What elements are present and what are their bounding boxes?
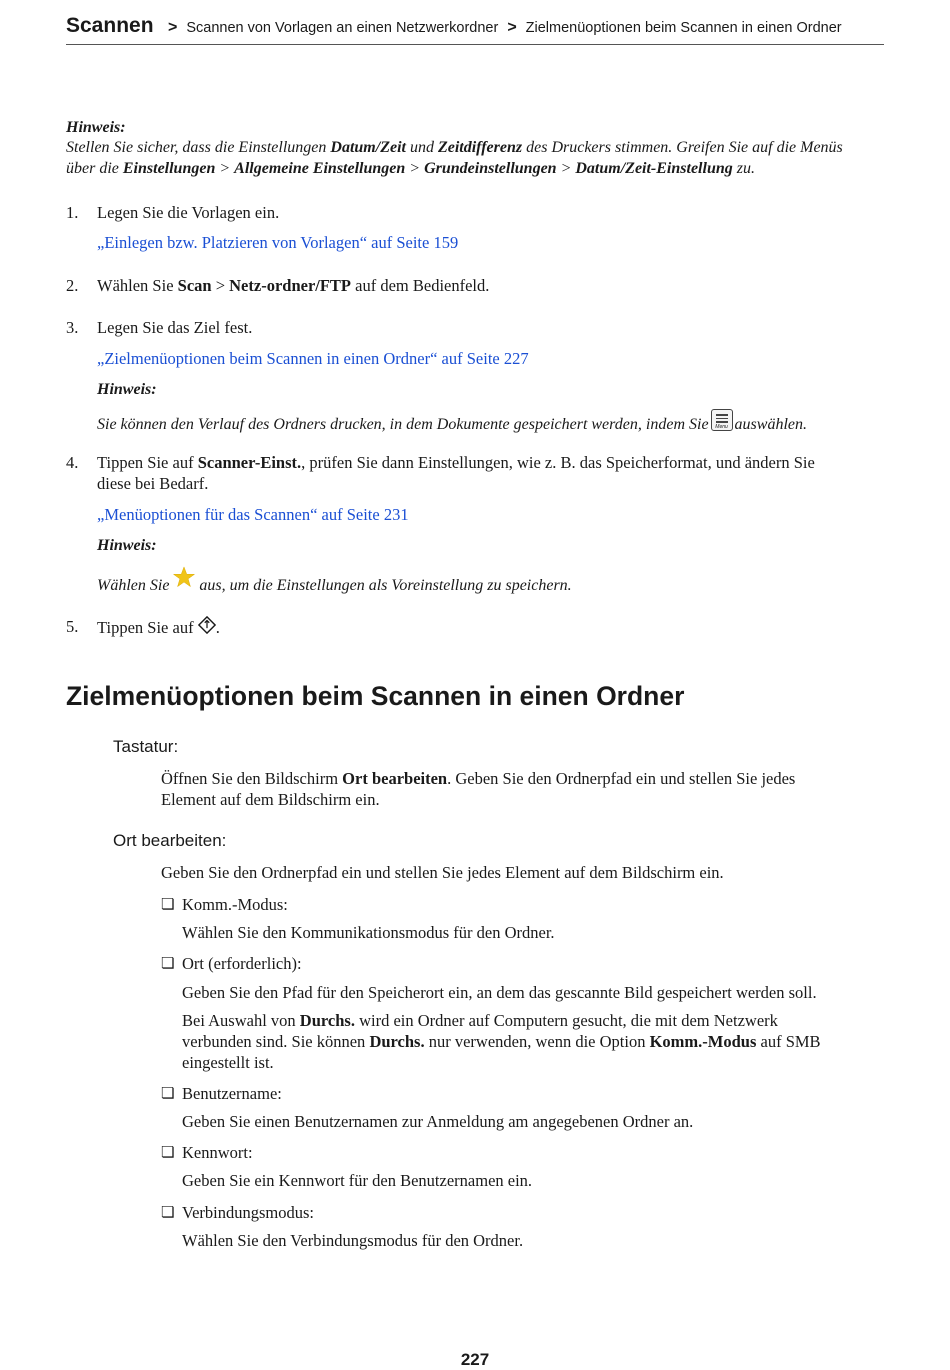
text-part: wird ein Ordner auf Computern gesucht, die mit dem Netzwerk xyxy=(354,1011,778,1030)
tastatur-description xyxy=(161,768,881,810)
text-part: Element auf dem Bildschirm ein. xyxy=(161,790,380,809)
step-number: 1. xyxy=(66,203,79,222)
step-number: 5. xyxy=(66,617,79,636)
list-item-description: Geben Sie ein Kennwort für den Benutzernamen ein. xyxy=(182,1171,533,1190)
text-part: verbunden sind. Sie können xyxy=(182,1032,370,1051)
note-title: Hinweis: xyxy=(97,537,157,554)
list-item-benutzername xyxy=(161,1083,881,1105)
star-icon xyxy=(173,566,195,588)
step-text-part: Tippen Sie auf xyxy=(97,453,198,472)
text-part: nur verwenden, wenn die Option xyxy=(424,1032,650,1051)
note-emphasis: Zeitdifferenz xyxy=(437,139,523,156)
step-number: 2. xyxy=(66,276,79,295)
step-text-part: auf dem Bedienfeld. xyxy=(351,276,490,295)
note-title: Hinweis: xyxy=(97,381,157,398)
page-header xyxy=(66,12,884,45)
emphasis: Durchs. xyxy=(299,1011,355,1030)
note-emphasis: Einstellungen xyxy=(122,160,216,177)
emphasis: Durchs. xyxy=(369,1032,425,1051)
list-item-description: Wählen Sie den Kommunikationsmodus für den Ordner. xyxy=(182,923,555,942)
step-number: 3. xyxy=(66,318,79,337)
list-item-verbindungsmodus xyxy=(161,1202,881,1224)
text-part: . Geben Sie den Ordnerpfad ein und stellen Sie jedes xyxy=(447,769,796,788)
checkbox-bullet-icon: ❏ xyxy=(161,895,175,913)
list-item-detail xyxy=(182,1010,882,1073)
list-item-kennwort xyxy=(161,1142,881,1164)
step-text-part: > xyxy=(211,276,230,295)
note-text-part: aus, um die Einstellungen als Voreinstellung zu speichern. xyxy=(199,577,572,594)
emphasis: Komm.-Modus xyxy=(649,1032,757,1051)
note-text-part: Wählen Sie xyxy=(97,577,170,594)
step-text: Legen Sie das Ziel fest. xyxy=(97,318,253,337)
note-title: Hinweis: xyxy=(66,119,126,136)
list-item-label: Ort (erforderlich): xyxy=(182,954,302,973)
checkbox-bullet-icon: ❏ xyxy=(161,1084,175,1102)
step-text xyxy=(97,616,877,638)
step-text xyxy=(97,452,877,494)
list-item-label: Komm.-Modus: xyxy=(182,895,288,914)
list-item-description: Geben Sie einen Benutzernamen zur Anmeldung am angegebenen Ordner an. xyxy=(182,1112,694,1131)
note-text-part: des Druckers stimmen. Greifen Sie auf die Menüs xyxy=(522,139,843,156)
subheading-tastatur: Tastatur: xyxy=(113,737,179,756)
menu-icon-label: Menu xyxy=(715,424,728,430)
note-text-part: > xyxy=(405,160,425,177)
step-emphasis: Scan xyxy=(177,276,212,295)
note-text-part: > xyxy=(215,160,235,177)
step-text xyxy=(97,275,877,296)
breadcrumb xyxy=(159,19,842,37)
step-text-part: Tippen Sie auf xyxy=(97,618,194,637)
note-emphasis: Grundeinstellungen xyxy=(424,160,557,177)
checkbox-bullet-icon: ❏ xyxy=(161,954,175,972)
step-text-part: . xyxy=(215,618,220,637)
link-einlegen-vorlagen[interactable]: „Einlegen bzw. Platzieren von Vorlagen“ auf Seite 159 xyxy=(97,233,459,252)
note-text-part: über die xyxy=(66,160,123,177)
list-item-label: Benutzername: xyxy=(182,1084,282,1103)
note-text-part: Sie können den Verlauf des Ordners drucken, in dem Dokumente gespeichert werden, indem Sie xyxy=(97,416,709,433)
subheading-ort-bearbeiten: Ort bearbeiten: xyxy=(113,831,227,850)
step-text: Legen Sie die Vorlagen ein. xyxy=(97,203,280,222)
note-text-part: > xyxy=(556,160,576,177)
note-box xyxy=(66,119,886,179)
link-menueoptionen-scannen[interactable]: „Menüoptionen für das Scannen“ auf Seite 231 xyxy=(97,505,409,524)
note-text-part: Stellen Sie sicher, dass die Einstellungen xyxy=(66,139,331,156)
ort-intro: Geben Sie den Ordnerpfad ein und stellen Sie jedes Element auf dem Bildschirm ein. xyxy=(161,863,724,882)
link-zielmenueoptionen[interactable]: „Zielmenüoptionen beim Scannen in einen Ordner“ auf Seite 227 xyxy=(97,349,529,368)
list-item-description: Wählen Sie den Verbindungsmodus für den Ordner. xyxy=(182,1231,524,1250)
breadcrumb-item-2[interactable]: Zielmenüoptionen beim Scannen in einen Ordner xyxy=(525,20,842,36)
note-text xyxy=(97,566,572,596)
menu-icon xyxy=(711,409,733,431)
note-text xyxy=(97,409,807,435)
note-emphasis: Datum/Zeit xyxy=(330,139,406,156)
list-item-ort xyxy=(161,953,881,975)
text-part: Bei Auswahl von xyxy=(182,1011,300,1030)
note-emphasis: Allgemeine Einstellungen xyxy=(234,160,406,177)
step-text-part: diese bei Bedarf. xyxy=(97,474,209,493)
text-part: eingestellt ist. xyxy=(182,1053,274,1072)
checkbox-bullet-icon: ❏ xyxy=(161,1203,175,1221)
chapter-title[interactable]: Scannen xyxy=(66,14,154,37)
step-number: 4. xyxy=(66,453,79,472)
list-item-description: Geben Sie den Pfad für den Speicherort ein, an dem das gescannte Bild gespeichert werden soll. xyxy=(182,983,817,1002)
breadcrumb-item-1[interactable]: Scannen von Vorlagen an einen Netzwerkordner xyxy=(186,20,499,36)
list-item-label: Verbindungsmodus: xyxy=(182,1203,314,1222)
step-emphasis: Scanner-Einst. xyxy=(197,453,302,472)
note-text xyxy=(66,137,886,179)
step-text-part: , prüfen Sie dann Einstellungen, wie z. B. das Speicherformat, und ändern Sie xyxy=(301,453,815,472)
step-emphasis: Netz-ordner/FTP xyxy=(229,276,352,295)
list-item-komm-modus xyxy=(161,894,881,916)
step-text-part: Wählen Sie xyxy=(97,276,178,295)
breadcrumb-separator: > xyxy=(168,19,178,36)
note-text-part: auswählen. xyxy=(734,416,807,433)
breadcrumb-separator: > xyxy=(507,19,517,36)
note-emphasis: Datum/Zeit-Einstellung xyxy=(575,160,733,177)
checkbox-bullet-icon: ❏ xyxy=(161,1143,175,1161)
list-item-label: Kennwort: xyxy=(182,1143,253,1162)
page-number: 227 xyxy=(460,1350,490,1369)
note-text-part: und xyxy=(405,139,438,156)
emphasis: Ort bearbeiten xyxy=(342,769,448,788)
text-part: Öffnen Sie den Bildschirm xyxy=(161,769,343,788)
section-title: Zielmenüoptionen beim Scannen in einen Ordner xyxy=(66,681,685,711)
text-part: auf SMB xyxy=(756,1032,821,1051)
note-text-part: zu. xyxy=(732,160,755,177)
start-icon xyxy=(198,616,216,634)
